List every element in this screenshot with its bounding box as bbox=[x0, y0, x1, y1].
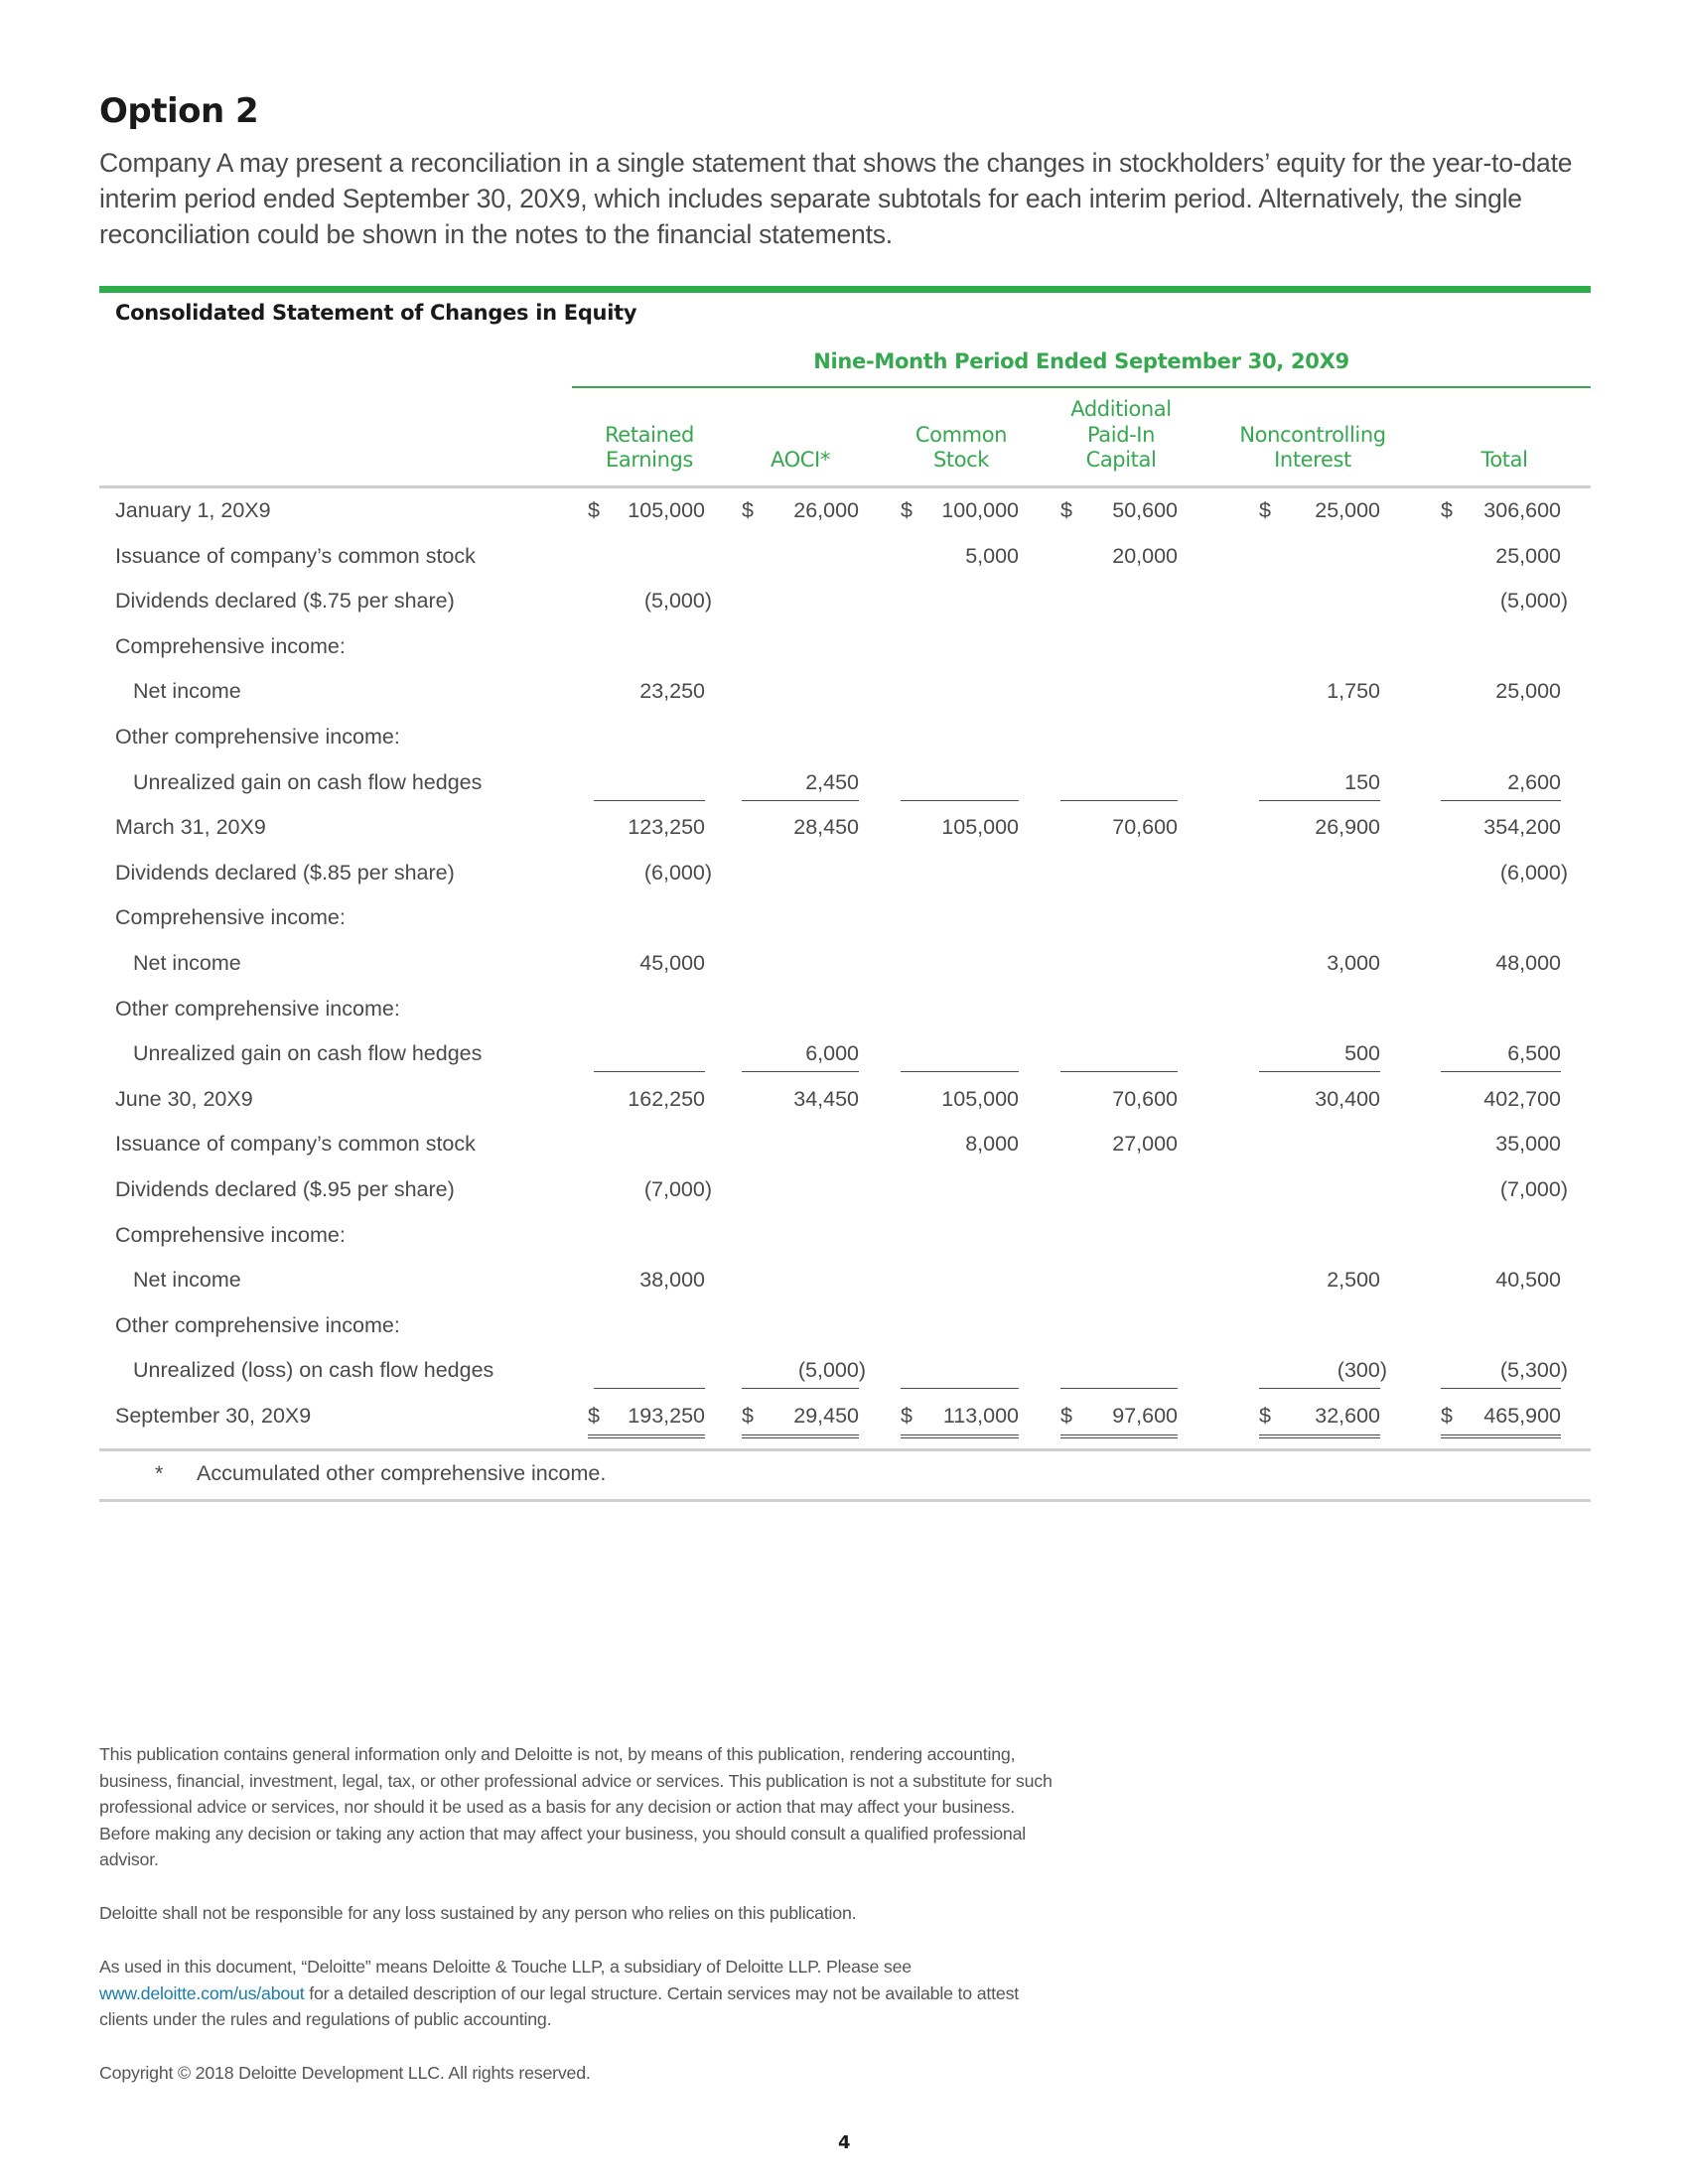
cell-apic bbox=[1060, 1358, 1178, 1389]
column-header-line: Additional bbox=[1070, 397, 1172, 421]
cell-aoci bbox=[742, 997, 859, 1026]
cell-nci bbox=[1259, 1358, 1387, 1389]
cell-total bbox=[1441, 1223, 1561, 1253]
statement-top-rule bbox=[99, 286, 1591, 293]
cell-value: 402,700 bbox=[1483, 1086, 1561, 1111]
cell-aoci bbox=[742, 1358, 866, 1389]
cell-aoci bbox=[742, 725, 859, 754]
cell-nci bbox=[1259, 1223, 1380, 1253]
cell-apic bbox=[1060, 544, 1178, 574]
intro-paragraph: Company A may present a reconciliation in a single statement that shows the changes in stockholders’ equity for the year-to-date interim period ended September 30, 20X9, which includes separate subtotals for each interim period. Alternatively, the single reconciliation could be shown in the notes to the financial statements. bbox=[99, 148, 1573, 249]
cell-value: (6,000) bbox=[643, 860, 712, 885]
copyright-notice: Copyright © 2018 Deloitte Development LLC. All rights reserved. bbox=[99, 2063, 591, 2083]
cell-value: 3,000 bbox=[1327, 951, 1380, 975]
cell-total bbox=[1441, 1313, 1561, 1343]
cell-nci bbox=[1259, 861, 1380, 890]
column-header-line bbox=[872, 397, 1051, 423]
cell-total bbox=[1441, 544, 1561, 574]
table-row bbox=[0, 905, 1688, 939]
cell-re bbox=[588, 1404, 705, 1438]
cell-value: (300) bbox=[1336, 1358, 1387, 1383]
cell-aoci bbox=[742, 1087, 859, 1117]
column-header-line bbox=[711, 397, 890, 423]
cell-value: 500 bbox=[1344, 1041, 1380, 1066]
row-label: Dividends declared ($.75 per share) bbox=[115, 589, 455, 614]
cell-value: 113,000 bbox=[942, 1404, 1019, 1428]
table-row bbox=[0, 589, 1688, 622]
table-row bbox=[0, 770, 1688, 804]
footnote-marker: * bbox=[155, 1461, 164, 1485]
cell-aoci bbox=[742, 905, 859, 935]
cell-nci bbox=[1259, 1177, 1380, 1207]
cell-re bbox=[588, 1087, 705, 1117]
cell-value: 26,900 bbox=[1315, 815, 1380, 840]
cell-value: 27,000 bbox=[1112, 1132, 1178, 1157]
currency-symbol: $ bbox=[1259, 498, 1271, 522]
cell-aoci bbox=[742, 861, 859, 890]
cell-aoci bbox=[742, 1223, 859, 1253]
cell-value: 105,000 bbox=[941, 815, 1019, 840]
cell-re bbox=[588, 951, 705, 981]
cell-total bbox=[1441, 1132, 1561, 1161]
cell-value: 162,250 bbox=[628, 1086, 705, 1111]
cell-total bbox=[1441, 1404, 1561, 1438]
section-heading: Option 2 bbox=[99, 91, 259, 131]
cell-total bbox=[1441, 1177, 1568, 1207]
cell-aoci bbox=[742, 679, 859, 709]
footnote-bottom-rule bbox=[99, 1499, 1591, 1502]
cell-apic bbox=[1060, 1041, 1178, 1072]
cell-re bbox=[588, 725, 705, 754]
cell-value: 5,000 bbox=[965, 543, 1019, 568]
row-label: Dividends declared ($.95 per share) bbox=[115, 1177, 455, 1201]
cell-value: 2,500 bbox=[1327, 1268, 1380, 1293]
cell-value: 29,450 bbox=[793, 1404, 859, 1428]
cell-value: (5,000) bbox=[1499, 589, 1568, 614]
column-header-nci bbox=[1223, 397, 1402, 474]
cell-value: (7,000) bbox=[1499, 1177, 1568, 1201]
cell-total bbox=[1441, 634, 1561, 664]
cell-nci bbox=[1259, 997, 1380, 1026]
cell-aoci bbox=[742, 498, 859, 528]
footnote-top-rule bbox=[99, 1448, 1591, 1451]
cell-re bbox=[594, 1358, 705, 1389]
cell-value: 97,600 bbox=[1112, 1404, 1178, 1428]
cell-aoci bbox=[742, 544, 859, 574]
page-number: 4 bbox=[838, 2132, 851, 2153]
currency-symbol: $ bbox=[742, 1404, 754, 1428]
table-row bbox=[0, 1223, 1688, 1257]
deloitte-about-link[interactable]: www.deloitte.com/us/about bbox=[99, 1982, 305, 2003]
row-label: March 31, 20X9 bbox=[115, 815, 266, 840]
currency-symbol: $ bbox=[1259, 1404, 1271, 1428]
cell-value: 50,600 bbox=[1112, 498, 1178, 522]
cell-apic bbox=[1060, 951, 1178, 981]
table-row bbox=[0, 1041, 1688, 1075]
cell-value: (5,000) bbox=[643, 589, 712, 614]
cell-value: (5,300) bbox=[1499, 1358, 1568, 1383]
cell-nci bbox=[1259, 1313, 1380, 1343]
cell-value: 48,000 bbox=[1495, 951, 1561, 975]
row-label: Comprehensive income: bbox=[115, 633, 346, 658]
cell-aoci bbox=[742, 951, 859, 981]
cell-nci bbox=[1259, 951, 1380, 981]
cell-value: 1,750 bbox=[1327, 679, 1380, 704]
cell-apic bbox=[1060, 679, 1178, 709]
cell-value: 193,250 bbox=[628, 1404, 705, 1428]
cell-nci bbox=[1259, 770, 1380, 801]
cell-value: 70,600 bbox=[1112, 815, 1178, 840]
currency-symbol: $ bbox=[1060, 1404, 1072, 1428]
row-label: January 1, 20X9 bbox=[115, 498, 271, 522]
cell-value: 70,600 bbox=[1112, 1086, 1178, 1111]
row-label: Other comprehensive income: bbox=[115, 725, 400, 749]
table-row bbox=[0, 544, 1688, 578]
footnote-text: Accumulated other comprehensive income. bbox=[197, 1461, 607, 1485]
cell-nci bbox=[1259, 1087, 1380, 1117]
cell-total bbox=[1441, 679, 1561, 709]
table-row bbox=[0, 679, 1688, 713]
cell-nci bbox=[1259, 679, 1380, 709]
disclaimer-paragraph-1: This publication contains general information only and Deloitte is not, by means of this publication, rendering accounting, business, financial, investment, legal, tax, or other professional advice or services. This publication is not a substitute for such professional advice or services, nor should it be used as a basis for any decision or action that may affect your business. Before making any decision or taking any action that may affect your business, you should consult a qualified professional advisor. bbox=[99, 1744, 1053, 1869]
column-header-line bbox=[711, 423, 890, 449]
column-header-apic bbox=[1032, 397, 1210, 474]
cell-nci bbox=[1259, 589, 1380, 618]
cell-cs bbox=[901, 770, 1019, 801]
row-label: Comprehensive income: bbox=[115, 905, 346, 930]
column-header-total bbox=[1415, 397, 1594, 474]
column-header-line: Common bbox=[914, 422, 1008, 447]
cell-total bbox=[1441, 1041, 1561, 1072]
cell-value: 32,600 bbox=[1315, 1404, 1380, 1428]
cell-cs bbox=[901, 1404, 1019, 1438]
cell-aoci bbox=[742, 589, 859, 618]
cell-aoci bbox=[742, 1041, 859, 1072]
cell-value: 105,000 bbox=[941, 1086, 1019, 1111]
cell-apic bbox=[1060, 861, 1178, 890]
cell-value: 150 bbox=[1344, 769, 1380, 794]
cell-cs bbox=[901, 1223, 1019, 1253]
cell-value: (7,000) bbox=[643, 1177, 712, 1201]
cell-value: 6,500 bbox=[1507, 1041, 1561, 1066]
table-row bbox=[0, 1404, 1688, 1437]
table-row bbox=[0, 951, 1688, 985]
period-header: Nine-Month Period Ended September 30, 20X9 bbox=[813, 349, 1349, 373]
cell-value: 20,000 bbox=[1112, 543, 1178, 568]
cell-nci bbox=[1259, 544, 1380, 574]
table-row bbox=[0, 1358, 1688, 1392]
cell-apic bbox=[1060, 498, 1178, 528]
row-label: Comprehensive income: bbox=[115, 1222, 346, 1247]
row-label: Other comprehensive income: bbox=[115, 1312, 400, 1337]
column-header-line bbox=[1415, 423, 1594, 449]
currency-symbol: $ bbox=[1060, 498, 1072, 522]
cell-apic bbox=[1060, 1223, 1178, 1253]
cell-value: 34,450 bbox=[793, 1086, 859, 1111]
column-header-line: Stock bbox=[932, 448, 990, 472]
cell-value: 6,000 bbox=[805, 1041, 859, 1066]
cell-nci bbox=[1259, 905, 1380, 935]
row-label: Net income bbox=[133, 1268, 241, 1293]
cell-re bbox=[594, 770, 705, 801]
cell-value: 8,000 bbox=[965, 1132, 1019, 1157]
cell-apic bbox=[1060, 1268, 1178, 1297]
table-row bbox=[0, 634, 1688, 668]
cell-value: 45,000 bbox=[639, 951, 705, 975]
cell-value: 100,000 bbox=[941, 498, 1019, 522]
cell-value: 306,600 bbox=[1483, 498, 1561, 522]
cell-nci bbox=[1259, 1268, 1380, 1297]
cell-aoci bbox=[742, 1404, 859, 1438]
cell-value: 26,000 bbox=[793, 498, 859, 522]
cell-aoci bbox=[742, 1177, 859, 1207]
cell-re bbox=[588, 905, 705, 935]
cell-re bbox=[588, 1268, 705, 1297]
cell-aoci bbox=[742, 1268, 859, 1297]
disclaimer-paragraph-2: Deloitte shall not be responsible for any loss sustained by any person who relies on this publication. bbox=[99, 1903, 857, 1923]
cell-re bbox=[588, 1223, 705, 1253]
cell-re bbox=[588, 815, 705, 845]
cell-apic bbox=[1060, 634, 1178, 664]
cell-aoci bbox=[742, 815, 859, 845]
cell-total bbox=[1441, 951, 1561, 981]
column-header-line: Earnings bbox=[606, 448, 693, 472]
cell-nci bbox=[1259, 634, 1380, 664]
row-label: June 30, 20X9 bbox=[115, 1086, 253, 1111]
row-label: Issuance of company’s common stock bbox=[115, 543, 476, 568]
cell-value: 465,900 bbox=[1483, 1404, 1561, 1428]
cell-apic bbox=[1060, 1404, 1178, 1438]
cell-cs bbox=[901, 1041, 1019, 1072]
cell-total bbox=[1441, 815, 1561, 845]
cell-apic bbox=[1060, 1177, 1178, 1207]
cell-aoci bbox=[742, 634, 859, 664]
cell-cs bbox=[901, 815, 1019, 845]
cell-apic bbox=[1060, 725, 1178, 754]
table-row bbox=[0, 1177, 1688, 1211]
cell-re bbox=[588, 1313, 705, 1343]
cell-cs bbox=[901, 589, 1019, 618]
cell-value: 2,450 bbox=[805, 769, 859, 794]
cell-cs bbox=[901, 725, 1019, 754]
statement-title: Consolidated Statement of Changes in Equity bbox=[115, 301, 637, 325]
disclaimer-text: As used in this document, “Deloitte” means Deloitte & Touche LLP, a subsidiary of Deloitte LLP. Please see bbox=[99, 1957, 912, 1977]
cell-value: 354,200 bbox=[1483, 815, 1561, 840]
currency-symbol: $ bbox=[1441, 498, 1453, 522]
table-row bbox=[0, 861, 1688, 894]
cell-cs bbox=[901, 1132, 1019, 1161]
cell-value: 2,600 bbox=[1507, 769, 1561, 794]
cell-cs bbox=[901, 634, 1019, 664]
cell-re bbox=[588, 634, 705, 664]
cell-cs bbox=[901, 997, 1019, 1026]
cell-apic bbox=[1060, 1132, 1178, 1161]
header-bottom-rule bbox=[99, 485, 1591, 488]
cell-re bbox=[588, 544, 705, 574]
cell-aoci bbox=[742, 1132, 859, 1161]
period-header-rule bbox=[572, 386, 1591, 388]
table-row bbox=[0, 815, 1688, 849]
currency-symbol: $ bbox=[588, 1404, 600, 1428]
table-row bbox=[0, 997, 1688, 1030]
cell-value: 105,000 bbox=[628, 498, 705, 522]
cell-cs bbox=[901, 1313, 1019, 1343]
cell-cs bbox=[901, 861, 1019, 890]
cell-cs bbox=[901, 1177, 1019, 1207]
row-label: September 30, 20X9 bbox=[115, 1404, 312, 1428]
cell-total bbox=[1441, 498, 1561, 528]
cell-total bbox=[1441, 770, 1561, 801]
cell-re bbox=[588, 860, 712, 890]
column-header-line: AOCI* bbox=[771, 448, 830, 472]
cell-total bbox=[1441, 905, 1561, 935]
cell-total bbox=[1441, 860, 1568, 890]
cell-nci bbox=[1259, 1132, 1380, 1161]
cell-apic bbox=[1060, 589, 1178, 618]
table-row bbox=[0, 1268, 1688, 1301]
cell-total bbox=[1441, 1087, 1561, 1117]
cell-value: (6,000) bbox=[1499, 860, 1568, 885]
column-header-line bbox=[1415, 397, 1594, 423]
cell-total bbox=[1441, 1358, 1568, 1389]
currency-symbol: $ bbox=[1441, 1404, 1453, 1428]
cell-cs bbox=[901, 905, 1019, 935]
currency-symbol: $ bbox=[588, 498, 600, 522]
cell-total bbox=[1441, 725, 1561, 754]
cell-value: 23,250 bbox=[639, 679, 705, 704]
row-label: Unrealized (loss) on cash flow hedges bbox=[133, 1358, 494, 1383]
cell-re bbox=[588, 498, 705, 528]
cell-re bbox=[588, 1177, 712, 1207]
column-header-line: Total bbox=[1480, 448, 1528, 472]
cell-value: 38,000 bbox=[639, 1268, 705, 1293]
table-row bbox=[0, 725, 1688, 758]
disclaimer-paragraph-3 bbox=[99, 1954, 1053, 2033]
cell-value: 25,000 bbox=[1495, 543, 1561, 568]
cell-cs bbox=[901, 1358, 1019, 1389]
cell-re bbox=[588, 589, 712, 618]
column-header-line: Noncontrolling bbox=[1239, 422, 1386, 447]
row-label: Unrealized gain on cash flow hedges bbox=[133, 769, 483, 794]
cell-aoci bbox=[742, 1313, 859, 1343]
column-header-line: Retained bbox=[605, 422, 694, 447]
row-label: Dividends declared ($.85 per share) bbox=[115, 860, 455, 885]
cell-value: 123,250 bbox=[628, 815, 705, 840]
cell-aoci bbox=[742, 770, 859, 801]
cell-cs bbox=[901, 1087, 1019, 1117]
row-label: Unrealized gain on cash flow hedges bbox=[133, 1041, 483, 1066]
row-label: Net income bbox=[133, 679, 241, 704]
cell-re bbox=[588, 1132, 705, 1161]
column-header-line: Paid-In bbox=[1086, 422, 1156, 447]
cell-nci bbox=[1259, 1041, 1380, 1072]
cell-nci bbox=[1259, 498, 1380, 528]
column-header-line: Capital bbox=[1085, 448, 1157, 472]
cell-nci bbox=[1259, 815, 1380, 845]
cell-value: 30,400 bbox=[1315, 1086, 1380, 1111]
cell-re bbox=[594, 1041, 705, 1072]
column-header-aoci bbox=[711, 397, 890, 474]
cell-value: 40,500 bbox=[1495, 1268, 1561, 1293]
cell-apic bbox=[1060, 770, 1178, 801]
column-header-line: Interest bbox=[1274, 448, 1351, 472]
currency-symbol: $ bbox=[901, 498, 913, 522]
cell-value: (5,000) bbox=[797, 1358, 866, 1383]
cell-re bbox=[588, 679, 705, 709]
table-row bbox=[0, 1313, 1688, 1347]
cell-cs bbox=[901, 498, 1019, 528]
cell-apic bbox=[1060, 1313, 1178, 1343]
row-label: Other comprehensive income: bbox=[115, 996, 400, 1021]
cell-apic bbox=[1060, 997, 1178, 1026]
cell-apic bbox=[1060, 815, 1178, 845]
cell-nci bbox=[1259, 1404, 1380, 1438]
cell-apic bbox=[1060, 1087, 1178, 1117]
cell-cs bbox=[901, 679, 1019, 709]
row-label: Net income bbox=[133, 951, 241, 975]
row-label: Issuance of company’s common stock bbox=[115, 1132, 476, 1157]
cell-cs bbox=[901, 951, 1019, 981]
cell-value: 25,000 bbox=[1495, 679, 1561, 704]
column-header-line bbox=[1223, 397, 1402, 423]
cell-nci bbox=[1259, 725, 1380, 754]
currency-symbol: $ bbox=[901, 1404, 913, 1428]
cell-total bbox=[1441, 1268, 1561, 1297]
table-row bbox=[0, 1087, 1688, 1121]
table-row bbox=[0, 498, 1688, 532]
cell-apic bbox=[1060, 905, 1178, 935]
cell-cs bbox=[901, 544, 1019, 574]
disclaimer-text: for a detailed description of our legal structure. Certain services may not be available to attest clients under the rules and regulations of public accounting. bbox=[99, 1982, 1020, 2029]
currency-symbol: $ bbox=[742, 498, 754, 522]
cell-cs bbox=[901, 1268, 1019, 1297]
cell-total bbox=[1441, 589, 1568, 618]
column-header-cs bbox=[872, 397, 1051, 474]
cell-value: 35,000 bbox=[1495, 1132, 1561, 1157]
table-row bbox=[0, 1132, 1688, 1165]
cell-value: 28,450 bbox=[793, 815, 859, 840]
cell-total bbox=[1441, 997, 1561, 1026]
cell-re bbox=[588, 997, 705, 1026]
cell-value: 25,000 bbox=[1315, 498, 1380, 522]
